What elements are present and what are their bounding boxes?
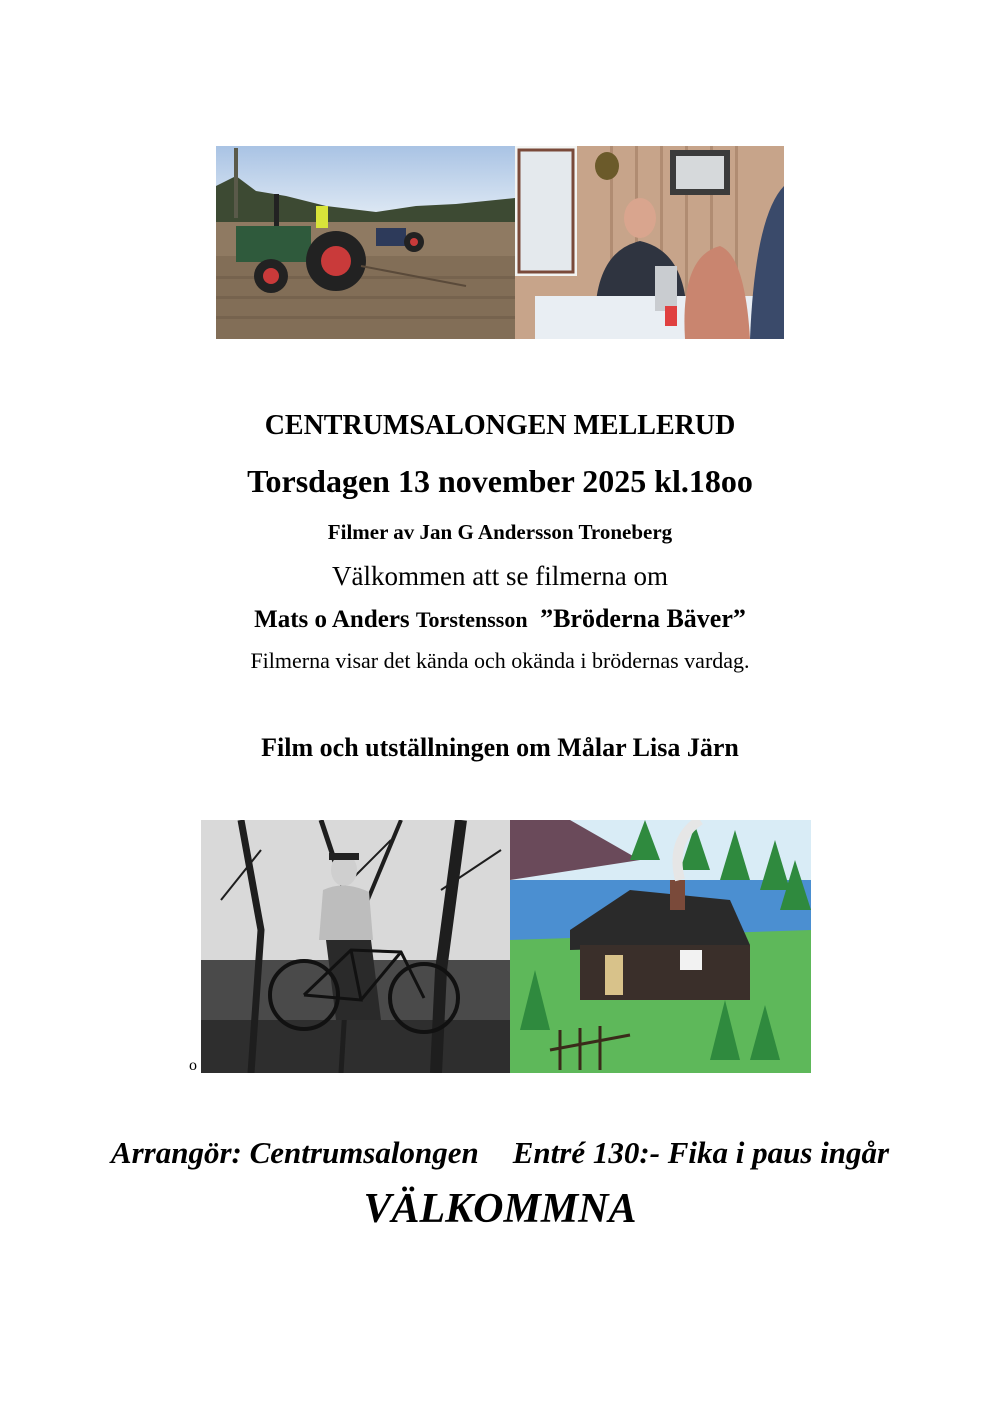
- films-description: Filmerna visar det kända och okända i brödernas vardag.: [250, 648, 750, 673]
- subjects-names: Mats o Anders: [254, 606, 410, 633]
- woman-with-bicycle-photo: [201, 820, 510, 1073]
- subjects-surname: Torstensson: [415, 607, 528, 632]
- exhibition-title: Film och utställningen om Målar Lisa Järn: [261, 733, 739, 762]
- cabin-painting-photo: [510, 820, 811, 1073]
- subjects-nickname: ”Bröderna Bäver”: [540, 604, 746, 633]
- venue-heading: CENTRUMSALONGEN MELLERUD: [264, 410, 736, 441]
- films-by-line: Filmer av Jan G Andersson Troneberg: [327, 520, 673, 544]
- welcome-see-line: Välkommen att se filmerna om: [332, 561, 668, 591]
- tractor-field-photo: [216, 146, 515, 339]
- stray-character: o: [189, 1057, 197, 1074]
- event-date: Torsdagen 13 november 2025 kl.18oo: [247, 463, 753, 499]
- entry-fee-text: Entré 130:- Fika i paus ingår: [512, 1135, 890, 1170]
- closing-welcome: VÄLKOMMNA: [363, 1186, 637, 1232]
- organizer-entry-line: [0, 1135, 1000, 1171]
- organizer-text: Arrangör: Centrumsalongen: [110, 1135, 479, 1170]
- subjects-line: [0, 604, 1000, 634]
- kitchen-conversation-photo: [515, 146, 784, 339]
